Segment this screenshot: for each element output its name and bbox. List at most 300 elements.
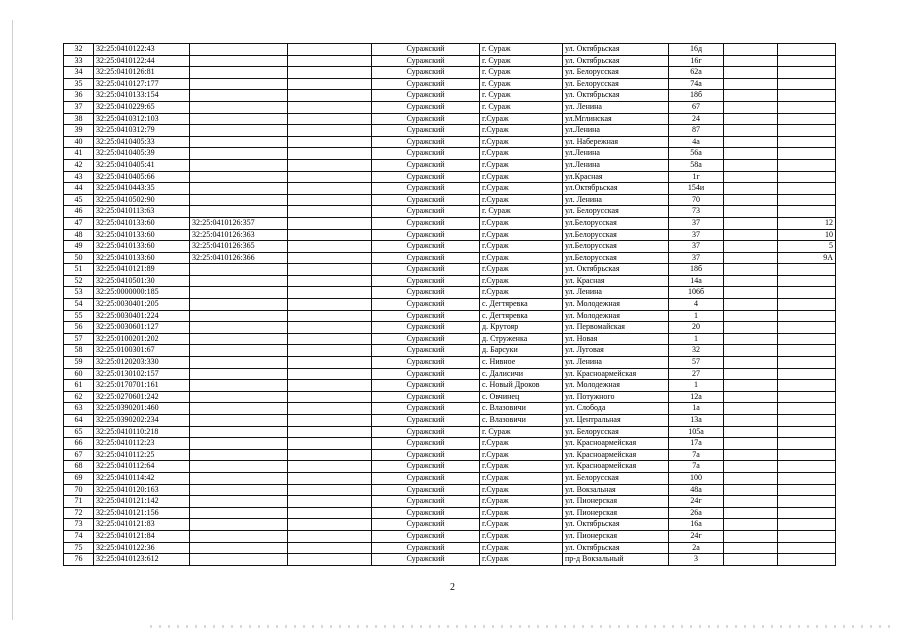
table-row [64, 299, 836, 311]
row-number-cell: 62 [64, 391, 94, 403]
row-number-cell: 76 [64, 554, 94, 566]
street-cell: ул. Красноармейская [563, 449, 669, 461]
apartment-number-cell [778, 113, 836, 125]
table-row [64, 530, 836, 542]
house-number-cell: 26а [669, 507, 724, 519]
street-cell: ул. Белорусская [563, 426, 669, 438]
room-cadastral-number-cell [190, 461, 288, 473]
row-number-cell: 33 [64, 55, 94, 67]
room-cadastral-number-cell: 32:25:0410126:366 [190, 252, 288, 264]
table-row [64, 461, 836, 473]
settlement-cell: г.Сураж [480, 438, 563, 450]
room-cadastral-number-cell [190, 125, 288, 137]
settlement-cell: с. Овчинец [480, 391, 563, 403]
blank-column-cell [288, 217, 372, 229]
apartment-number-cell [778, 345, 836, 357]
cadastral-number-cell: 32:25:0410405:39 [94, 148, 190, 160]
cadastral-number-cell: 32:25:0410405:41 [94, 159, 190, 171]
street-cell: ул.Белорусская [563, 252, 669, 264]
apartment-number-cell [778, 391, 836, 403]
row-number-cell: 69 [64, 472, 94, 484]
house-number-cell: 24г [669, 530, 724, 542]
house-number-cell: 1 [669, 333, 724, 345]
room-cadastral-number-cell: 32:25:0410126:357 [190, 217, 288, 229]
settlement-cell: г. Сураж [480, 90, 563, 102]
blank-column-cell [288, 391, 372, 403]
room-cadastral-number-cell [190, 90, 288, 102]
table-row [64, 229, 836, 241]
house-number-cell: 37 [669, 229, 724, 241]
apartment-number-cell [778, 519, 836, 531]
settlement-cell: г.Сураж [480, 252, 563, 264]
row-number-cell: 72 [64, 507, 94, 519]
apartment-number-cell [778, 368, 836, 380]
house-number-cell: 106б [669, 287, 724, 299]
cadastral-number-cell: 32:25:0410405:33 [94, 136, 190, 148]
apartment-number-cell [778, 148, 836, 160]
row-number-cell: 64 [64, 415, 94, 427]
blank-column-2-cell [724, 113, 778, 125]
row-number-cell: 54 [64, 299, 94, 311]
cadastral-number-cell: 32:25:0410112:64 [94, 461, 190, 473]
row-number-cell: 57 [64, 333, 94, 345]
row-number-cell: 71 [64, 496, 94, 508]
cadastral-number-cell: 32:25:0410126:81 [94, 67, 190, 79]
apartment-number-cell [778, 275, 836, 287]
room-cadastral-number-cell: 32:25:0410126:363 [190, 229, 288, 241]
house-number-cell: 74а [669, 78, 724, 90]
district-cell: Суражский [372, 472, 480, 484]
apartment-number-cell [778, 333, 836, 345]
apartment-number-cell [778, 484, 836, 496]
scan-edge-line [12, 20, 13, 620]
street-cell: ул. Белорусская [563, 67, 669, 79]
street-cell: ул.Мглинская [563, 113, 669, 125]
room-cadastral-number-cell [190, 438, 288, 450]
room-cadastral-number-cell [190, 472, 288, 484]
district-cell: Суражский [372, 542, 480, 554]
cadastral-number-cell: 32:25:0170701:161 [94, 380, 190, 392]
district-cell: Суражский [372, 252, 480, 264]
house-number-cell: 67 [669, 101, 724, 113]
street-cell: ул.Ленина [563, 125, 669, 137]
table-row [64, 322, 836, 334]
blank-column-cell [288, 101, 372, 113]
table-row [64, 275, 836, 287]
cadastral-number-cell: 32:25:0120203:330 [94, 357, 190, 369]
settlement-cell: с. Дегтяревка [480, 299, 563, 311]
house-number-cell: 2а [669, 542, 724, 554]
table-row [64, 484, 836, 496]
property-register-table [63, 43, 836, 566]
cadastral-number-cell: 32:25:0410405:66 [94, 171, 190, 183]
cadastral-number-cell: 32:25:0410229:65 [94, 101, 190, 113]
blank-column-2-cell [724, 287, 778, 299]
house-number-cell: 37 [669, 217, 724, 229]
apartment-number-cell [778, 194, 836, 206]
settlement-cell: г. Сураж [480, 206, 563, 218]
row-number-cell: 59 [64, 357, 94, 369]
house-number-cell: 1г [669, 171, 724, 183]
settlement-cell: г.Сураж [480, 113, 563, 125]
table-row [64, 507, 836, 519]
apartment-number-cell [778, 449, 836, 461]
room-cadastral-number-cell [190, 275, 288, 287]
house-number-cell: 56а [669, 148, 724, 160]
apartment-number-cell [778, 357, 836, 369]
cadastral-number-cell: 32:25:0390202:234 [94, 415, 190, 427]
cadastral-number-cell: 32:25:0270601:242 [94, 391, 190, 403]
cadastral-number-cell: 32:25:0410312:103 [94, 113, 190, 125]
house-number-cell: 13а [669, 415, 724, 427]
house-number-cell: 37 [669, 252, 724, 264]
row-number-cell: 52 [64, 275, 94, 287]
table-row [64, 449, 836, 461]
cadastral-number-cell: 32:25:0410133:60 [94, 217, 190, 229]
blank-column-cell [288, 322, 372, 334]
apartment-number-cell [778, 380, 836, 392]
blank-column-2-cell [724, 530, 778, 542]
room-cadastral-number-cell [190, 183, 288, 195]
row-number-cell: 42 [64, 159, 94, 171]
table-row [64, 252, 836, 264]
room-cadastral-number-cell [190, 345, 288, 357]
house-number-cell: 73 [669, 206, 724, 218]
row-number-cell: 75 [64, 542, 94, 554]
room-cadastral-number-cell [190, 194, 288, 206]
street-cell: ул. Первомайская [563, 322, 669, 334]
street-cell: ул. Октябрьская [563, 519, 669, 531]
district-cell: Суражский [372, 426, 480, 438]
apartment-number-cell [778, 472, 836, 484]
blank-column-2-cell [724, 136, 778, 148]
house-number-cell: 1 [669, 310, 724, 322]
district-cell: Суражский [372, 322, 480, 334]
blank-column-cell [288, 542, 372, 554]
blank-column-cell [288, 275, 372, 287]
apartment-number-cell [778, 67, 836, 79]
row-number-cell: 34 [64, 67, 94, 79]
table-row [64, 519, 836, 531]
cadastral-number-cell: 32:25:0410133:60 [94, 252, 190, 264]
blank-column-cell [288, 78, 372, 90]
settlement-cell: г. Сураж [480, 67, 563, 79]
cadastral-number-cell: 32:25:0410121:142 [94, 496, 190, 508]
street-cell: ул. Центральная [563, 415, 669, 427]
row-number-cell: 46 [64, 206, 94, 218]
blank-column-cell [288, 530, 372, 542]
street-cell: ул. Луговая [563, 345, 669, 357]
table-row [64, 333, 836, 345]
district-cell: Суражский [372, 217, 480, 229]
room-cadastral-number-cell [190, 310, 288, 322]
settlement-cell: г.Сураж [480, 542, 563, 554]
district-cell: Суражский [372, 461, 480, 473]
settlement-cell: с. Дегтяревка [480, 310, 563, 322]
blank-column-cell [288, 194, 372, 206]
settlement-cell: г. Сураж [480, 426, 563, 438]
street-cell: ул. Потужного [563, 391, 669, 403]
room-cadastral-number-cell [190, 159, 288, 171]
settlement-cell: г.Сураж [480, 136, 563, 148]
row-number-cell: 37 [64, 101, 94, 113]
cadastral-number-cell: 32:25:0410113:63 [94, 206, 190, 218]
apartment-number-cell [778, 530, 836, 542]
street-cell: пр-д Вокзальный [563, 554, 669, 566]
district-cell: Суражский [372, 78, 480, 90]
street-cell: ул. Молодежная [563, 299, 669, 311]
street-cell: ул. Октябрьская [563, 44, 669, 56]
cadastral-number-cell: 32:25:0390201:460 [94, 403, 190, 415]
room-cadastral-number-cell [190, 78, 288, 90]
district-cell: Суражский [372, 125, 480, 137]
blank-column-cell [288, 287, 372, 299]
room-cadastral-number-cell [190, 530, 288, 542]
cadastral-number-cell: 32:25:0410312:79 [94, 125, 190, 137]
row-number-cell: 51 [64, 264, 94, 276]
table-row [64, 310, 836, 322]
street-cell: ул.Белорусская [563, 217, 669, 229]
blank-column-2-cell [724, 507, 778, 519]
blank-column-2-cell [724, 241, 778, 253]
settlement-cell: г.Сураж [480, 507, 563, 519]
apartment-number-cell [778, 90, 836, 102]
table-row [64, 194, 836, 206]
table-row [64, 264, 836, 276]
blank-column-2-cell [724, 438, 778, 450]
district-cell: Суражский [372, 206, 480, 218]
blank-column-2-cell [724, 368, 778, 380]
house-number-cell: 57 [669, 357, 724, 369]
house-number-cell: 58а [669, 159, 724, 171]
blank-column-2-cell [724, 78, 778, 90]
room-cadastral-number-cell [190, 554, 288, 566]
row-number-cell: 47 [64, 217, 94, 229]
blank-column-cell [288, 496, 372, 508]
house-number-cell: 32 [669, 345, 724, 357]
cadastral-number-cell: 32:25:0100201:202 [94, 333, 190, 345]
table-row [64, 380, 836, 392]
cadastral-number-cell: 32:25:0000000:185 [94, 287, 190, 299]
street-cell: ул. Октябрьская [563, 542, 669, 554]
settlement-cell: г.Сураж [480, 125, 563, 137]
district-cell: Суражский [372, 391, 480, 403]
blank-column-cell [288, 125, 372, 137]
blank-column-2-cell [724, 322, 778, 334]
row-number-cell: 43 [64, 171, 94, 183]
row-number-cell: 32 [64, 44, 94, 56]
blank-column-cell [288, 333, 372, 345]
district-cell: Суражский [372, 55, 480, 67]
table-row [64, 241, 836, 253]
street-cell: ул. Ленина [563, 101, 669, 113]
blank-column-2-cell [724, 519, 778, 531]
settlement-cell: д. Барсуки [480, 345, 563, 357]
cadastral-number-cell: 32:25:0410121:156 [94, 507, 190, 519]
district-cell: Суражский [372, 90, 480, 102]
settlement-cell: с. Влазовичи [480, 415, 563, 427]
blank-column-cell [288, 299, 372, 311]
row-number-cell: 35 [64, 78, 94, 90]
row-number-cell: 74 [64, 530, 94, 542]
district-cell: Суражский [372, 357, 480, 369]
row-number-cell: 41 [64, 148, 94, 160]
street-cell: ул. Октябрьская [563, 55, 669, 67]
apartment-number-cell [778, 542, 836, 554]
street-cell: ул.Октябрьская [563, 183, 669, 195]
cadastral-number-cell: 32:25:0410443:35 [94, 183, 190, 195]
cadastral-number-cell: 32:25:0410502:90 [94, 194, 190, 206]
settlement-cell: г. Сураж [480, 101, 563, 113]
street-cell: ул.Ленина [563, 159, 669, 171]
house-number-cell: 70 [669, 194, 724, 206]
row-number-cell: 63 [64, 403, 94, 415]
blank-column-cell [288, 55, 372, 67]
street-cell: ул. Белорусская [563, 206, 669, 218]
room-cadastral-number-cell [190, 368, 288, 380]
settlement-cell: г.Сураж [480, 287, 563, 299]
row-number-cell: 66 [64, 438, 94, 450]
blank-column-cell [288, 252, 372, 264]
blank-column-cell [288, 159, 372, 171]
cadastral-number-cell: 32:25:0030401:224 [94, 310, 190, 322]
row-number-cell: 50 [64, 252, 94, 264]
settlement-cell: г.Сураж [480, 148, 563, 160]
apartment-number-cell [778, 426, 836, 438]
house-number-cell: 3 [669, 554, 724, 566]
room-cadastral-number-cell [190, 380, 288, 392]
cadastral-number-cell: 32:25:0410501:30 [94, 275, 190, 287]
cadastral-number-cell: 32:25:0410112:23 [94, 438, 190, 450]
blank-column-cell [288, 472, 372, 484]
blank-column-cell [288, 380, 372, 392]
apartment-number-cell [778, 287, 836, 299]
blank-column-2-cell [724, 206, 778, 218]
scan-noise-strip [150, 625, 890, 628]
settlement-cell: г.Сураж [480, 241, 563, 253]
row-number-cell: 56 [64, 322, 94, 334]
house-number-cell: 62а [669, 67, 724, 79]
house-number-cell: 18б [669, 90, 724, 102]
apartment-number-cell [778, 438, 836, 450]
blank-column-2-cell [724, 310, 778, 322]
house-number-cell: 4 [669, 299, 724, 311]
street-cell: ул. Новая [563, 333, 669, 345]
settlement-cell: г.Сураж [480, 461, 563, 473]
district-cell: Суражский [372, 554, 480, 566]
blank-column-2-cell [724, 171, 778, 183]
table-row [64, 55, 836, 67]
blank-column-2-cell [724, 148, 778, 160]
row-number-cell: 70 [64, 484, 94, 496]
blank-column-cell [288, 171, 372, 183]
apartment-number-cell [778, 403, 836, 415]
cadastral-number-cell: 32:25:0410133:60 [94, 241, 190, 253]
street-cell: ул. Молодежная [563, 380, 669, 392]
blank-column-2-cell [724, 496, 778, 508]
blank-column-2-cell [724, 554, 778, 566]
district-cell: Суражский [372, 519, 480, 531]
blank-column-2-cell [724, 472, 778, 484]
district-cell: Суражский [372, 44, 480, 56]
blank-column-cell [288, 310, 372, 322]
blank-column-cell [288, 229, 372, 241]
table-row [64, 391, 836, 403]
row-number-cell: 36 [64, 90, 94, 102]
blank-column-cell [288, 449, 372, 461]
settlement-cell: г. Сураж [480, 78, 563, 90]
blank-column-2-cell [724, 217, 778, 229]
register-table-body [64, 44, 836, 566]
street-cell: ул. Красноармейская [563, 368, 669, 380]
blank-column-cell [288, 345, 372, 357]
settlement-cell: г.Сураж [480, 472, 563, 484]
district-cell: Суражский [372, 507, 480, 519]
house-number-cell: 105а [669, 426, 724, 438]
table-row [64, 67, 836, 79]
blank-column-cell [288, 554, 372, 566]
room-cadastral-number-cell [190, 507, 288, 519]
settlement-cell: г.Сураж [480, 530, 563, 542]
table-row [64, 44, 836, 56]
blank-column-cell [288, 44, 372, 56]
blank-column-2-cell [724, 415, 778, 427]
house-number-cell: 100 [669, 472, 724, 484]
settlement-cell: г.Сураж [480, 171, 563, 183]
apartment-number-cell [778, 171, 836, 183]
table-row [64, 368, 836, 380]
apartment-number-cell [778, 136, 836, 148]
blank-column-cell [288, 484, 372, 496]
blank-column-2-cell [724, 264, 778, 276]
room-cadastral-number-cell [190, 55, 288, 67]
apartment-number-cell [778, 264, 836, 276]
room-cadastral-number-cell [190, 206, 288, 218]
district-cell: Суражский [372, 310, 480, 322]
room-cadastral-number-cell [190, 519, 288, 531]
table-row [64, 171, 836, 183]
blank-column-2-cell [724, 275, 778, 287]
table-row [64, 472, 836, 484]
row-number-cell: 40 [64, 136, 94, 148]
blank-column-cell [288, 148, 372, 160]
blank-column-cell [288, 403, 372, 415]
blank-column-2-cell [724, 194, 778, 206]
apartment-number-cell [778, 507, 836, 519]
district-cell: Суражский [372, 264, 480, 276]
house-number-cell: 16д [669, 44, 724, 56]
apartment-number-cell [778, 78, 836, 90]
cadastral-number-cell: 32:25:0030401:205 [94, 299, 190, 311]
cadastral-number-cell: 32:25:0410112:25 [94, 449, 190, 461]
room-cadastral-number-cell [190, 287, 288, 299]
blank-column-2-cell [724, 299, 778, 311]
cadastral-number-cell: 32:25:0100301:67 [94, 345, 190, 357]
street-cell: ул. Ленина [563, 357, 669, 369]
blank-column-cell [288, 507, 372, 519]
apartment-number-cell [778, 496, 836, 508]
cadastral-number-cell: 32:25:0410121:89 [94, 264, 190, 276]
settlement-cell: с. Далисичи [480, 368, 563, 380]
blank-column-cell [288, 136, 372, 148]
blank-column-2-cell [724, 90, 778, 102]
apartment-number-cell: 9А [778, 252, 836, 264]
table-row [64, 125, 836, 137]
district-cell: Суражский [372, 159, 480, 171]
room-cadastral-number-cell [190, 148, 288, 160]
street-cell: ул. Пионерская [563, 496, 669, 508]
district-cell: Суражский [372, 449, 480, 461]
